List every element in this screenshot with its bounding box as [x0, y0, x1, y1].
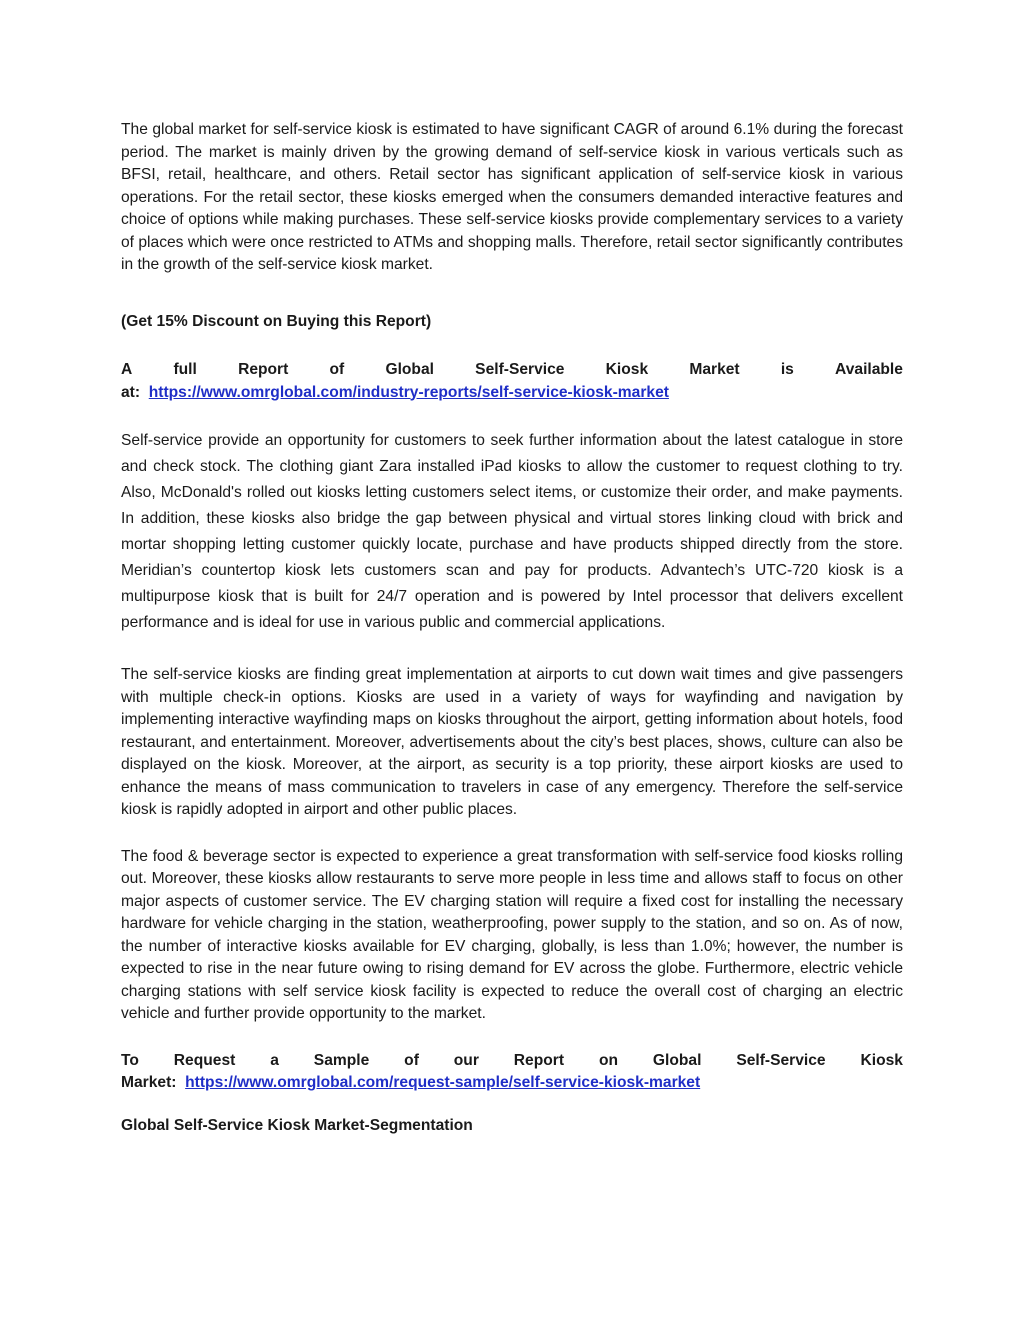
sample-word: of: [404, 1051, 419, 1069]
sample-word: Self-Service: [736, 1051, 826, 1069]
sample-prefix: Market:: [121, 1074, 177, 1091]
airport-paragraph: The self-service kiosks are finding great implementation at airports to cut down wait times and give passengers with multiple check-in options. Kiosks are used in a variety of ways for wayfinding and navigation by implementing interactive wayfinding maps on kiosks throughout the airport, getting information about hotels, food restaurant, and entertainment. Moreover, advertisements about the city’s best places, shows, culture can also be displayed on the kiosk. Moreover, at the airport, as security is a top priority, these airport kiosks are used to enhance the means of mass communication to travelers in case of any emergency. Therefore the self-service kiosk is rapidly adopted in airport and other public places.: [121, 666, 903, 818]
sample-link-line: [121, 1072, 903, 1095]
full-report-word: Self-Service: [475, 361, 565, 378]
sample-word: Sample: [313, 1051, 370, 1069]
full-report-word: full: [173, 361, 197, 378]
full-report-word: Report: [238, 361, 289, 378]
sample-word: Kiosk: [860, 1051, 903, 1069]
full-report-word: is: [780, 361, 794, 378]
sample-word: To: [121, 1051, 139, 1069]
full-report-prefix: at:: [121, 383, 141, 401]
sample-word: Request: [173, 1051, 236, 1069]
intro-paragraph: The global market for self-service kiosk is estimated to have significant CAGR of around 6.1% during the forecast period. The market is mainly driven by the growing demand of self-service kiosk in various verticals such as BFSI, retail, healthcare, and others. Retail sector has significant application of self-service kiosk in various operations. For the retail sector, these kiosks emerged when the consumers demanded interactive features and choice of options while making purchases. These self-service kiosks provide complementary services to a variety of places which were once restricted to ATMs and shopping malls. Therefore, retail sector significantly contributes in the growth of the self-service kiosk market.: [121, 121, 903, 273]
sample-word: on: [598, 1051, 618, 1069]
sample-request-block: [121, 1050, 903, 1095]
full-report-word: Market: [689, 361, 740, 378]
sample-word: Global: [652, 1051, 702, 1069]
full-report-word: Available: [835, 361, 903, 378]
full-report-word: A: [121, 361, 133, 378]
self-service-paragraph: Self-service provide an opportunity for customers to seek further information about the latest catalogue in store and check stock. The clothing giant Zara installed iPad kiosks to allow the customer to request clothing to try. Also, McDonald's rolled out kiosks letting customers select items, or customize their order, and make payments. In addition, these kiosks also bridge the gap between physical and virtual stores linking cloud with brick and mortar shopping letting customer quickly locate, purchase and have products shipped directly from the store. Meridian’s countertop kiosk lets customers scan and pay for products. Advantech’s UTC-720 kiosk is a multipurpose kiosk that is built for 24/7 operation and is powered by Intel processor that delivers excellent performance and is ideal for use in various public and commercial applications.: [121, 432, 903, 631]
full-report-block: [121, 359, 903, 404]
segmentation-heading: Global Self-Service Kiosk Market-Segmentation: [121, 1116, 473, 1134]
full-report-word: Kiosk: [605, 361, 649, 378]
sample-word: our: [453, 1051, 479, 1069]
food-beverage-paragraph: The food & beverage sector is expected to experience a great transformation with self-service food kiosks rolling out. Moreover, these kiosks allow restaurants to serve more people in less time and allows staff to focus on other major aspects of customer service. The EV charging station will require a fixed cost for installing the necessary hardware for vehicle charging in the station, weatherproofing, power supply to the station, and so on. As of now, the number of interactive kiosks available for EV charging, globally, is less than 1.0%; however, the number is expected to rise in the near future owing to rising demand for EV across the globe. Furthermore, electric vehicle charging stations with self service kiosk facility is expected to reduce the overall cost of charging an electric vehicle and further provide opportunity to the market.: [121, 847, 903, 1022]
discount-callout: (Get 15% Discount on Buying this Report): [121, 312, 432, 330]
sample-word: a: [270, 1051, 279, 1069]
sample-request-line: [121, 1050, 903, 1073]
sample-word: Report: [513, 1051, 565, 1069]
full-report-line: [121, 359, 903, 382]
full-report-word: of: [329, 361, 345, 378]
full-report-link-line: [121, 382, 903, 405]
full-report-link[interactable]: https://www.omrglobal.com/industry-reports/self-service-kiosk-market: [148, 383, 669, 401]
document-page: [121, 119, 903, 1137]
full-report-word: Global: [385, 361, 434, 378]
sample-link[interactable]: https://www.omrglobal.com/request-sample/self-service-kiosk-market: [185, 1074, 701, 1091]
